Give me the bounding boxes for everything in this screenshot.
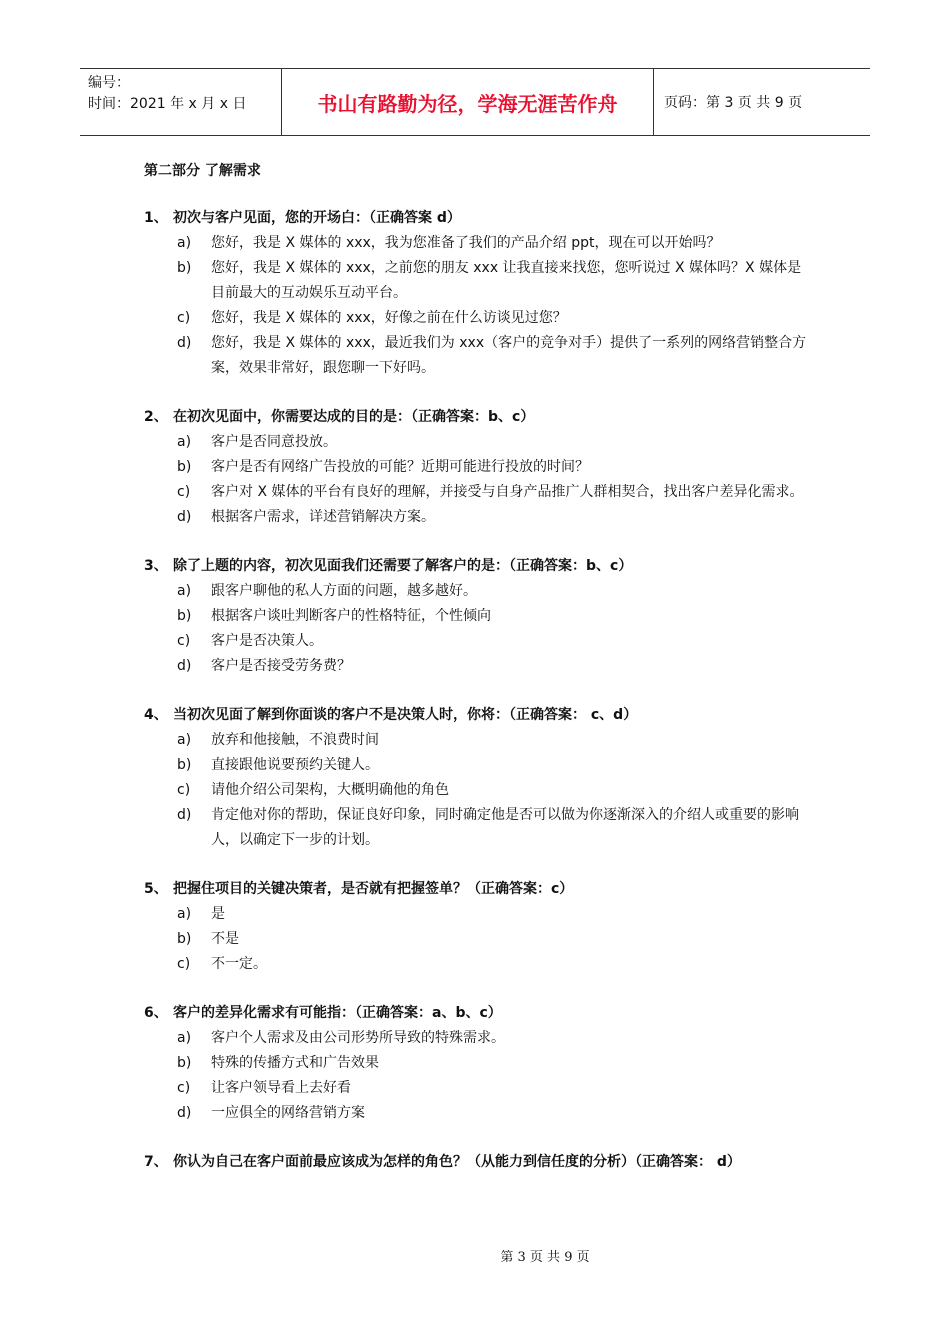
answer-option [144, 803, 814, 853]
question-line [144, 703, 814, 728]
option-label: d) [177, 1105, 192, 1121]
question-item [144, 1001, 814, 1126]
answer-option [144, 306, 814, 331]
question-number: 7、 [144, 1154, 168, 1170]
option-label: b) [177, 1055, 192, 1071]
header-page-number: 页码：第 3 页 共 9 页 [664, 95, 803, 111]
question-text: 把握住项目的关键决策者，是否就有把握签单？（正确答案：c） [173, 881, 574, 897]
document-body [144, 158, 814, 1199]
question-list [144, 206, 814, 1175]
option-label: a) [177, 583, 192, 599]
answer-option [144, 1051, 814, 1076]
answer-option [144, 231, 814, 256]
option-label: b) [177, 757, 192, 773]
question-text: 初次与客户见面，您的开场白：（正确答案 d） [173, 210, 461, 226]
option-label: b) [177, 459, 192, 475]
option-text: 客户是否有网络广告投放的可能？近期可能进行投放的时间？ [211, 459, 589, 475]
option-label: c) [177, 956, 191, 972]
option-text: 直接跟他说要预约关键人。 [211, 757, 379, 773]
question-line [144, 1001, 814, 1026]
answer-option [144, 331, 814, 381]
answer-option [144, 505, 814, 530]
option-label: c) [177, 1080, 191, 1096]
option-label: a) [177, 434, 192, 450]
option-label: b) [177, 931, 192, 947]
option-label: b) [177, 608, 192, 624]
answer-option [144, 654, 814, 679]
option-text: 您好，我是 X 媒体的 xxx，好像之前在什么访谈见过您？ [211, 310, 567, 326]
question-item [144, 1150, 814, 1175]
option-text: 客户对 X 媒体的平台有良好的理解，并接受与自身产品推广人群相契合，找出客户差异化需求。 [211, 484, 804, 500]
option-label: c) [177, 782, 191, 798]
document-number-label: 编号： [88, 75, 130, 91]
option-text: 是 [211, 906, 225, 922]
option-text: 客户是否同意投放。 [211, 434, 337, 450]
question-text: 你认为自己在客户面前最应该成为怎样的角色？（从能力到信任度的分析）（正确答案： d） [173, 1154, 741, 1170]
question-number: 4、 [144, 707, 168, 723]
answer-option [144, 927, 814, 952]
option-text: 您好，我是 X 媒体的 xxx，最近我们为 xxx（客户的竞争对手）提供了一系列的网络营销整合方案，效果非常好，跟您聊一下好吗。 [211, 335, 807, 376]
question-text: 除了上题的内容，初次见面我们还需要了解客户的是：（正确答案：b、c） [173, 558, 633, 574]
question-text: 在初次见面中，你需要达成的目的是：（正确答案：b、c） [173, 409, 535, 425]
option-text: 肯定他对你的帮助，保证良好印象，同时确定他是否可以做为你逐渐深入的介绍人或重要的影响人，以确定下一步的计划。 [211, 807, 799, 848]
option-text: 根据客户谈吐判断客户的性格特征，个性倾向 [211, 608, 491, 624]
question-item [144, 877, 814, 977]
option-text: 让客户领导看上去好看 [211, 1080, 351, 1096]
option-label: a) [177, 235, 192, 251]
question-line [144, 405, 814, 430]
answer-option [144, 778, 814, 803]
answer-option [144, 604, 814, 629]
answer-option [144, 256, 814, 306]
question-item [144, 206, 814, 381]
option-text: 不一定。 [211, 956, 267, 972]
option-text: 特殊的传播方式和广告效果 [211, 1055, 379, 1071]
question-line [144, 206, 814, 231]
answer-option [144, 902, 814, 927]
question-number: 2、 [144, 409, 168, 425]
option-text: 根据客户需求，详述营销解决方案。 [211, 509, 435, 525]
answer-option [144, 1101, 814, 1126]
option-text: 客户是否接受劳务费？ [211, 658, 351, 674]
answer-option [144, 579, 814, 604]
option-text: 一应俱全的网络营销方案 [211, 1105, 365, 1121]
question-number: 1、 [144, 210, 168, 226]
option-label: c) [177, 633, 191, 649]
option-label: a) [177, 1030, 192, 1046]
question-line [144, 554, 814, 579]
question-line [144, 877, 814, 902]
option-text: 跟客户聊他的私人方面的问题，越多越好。 [211, 583, 477, 599]
question-item [144, 703, 814, 853]
answer-option [144, 480, 814, 505]
question-item [144, 405, 814, 530]
question-text: 当初次见面了解到你面谈的客户不是决策人时，你将：（正确答案： c、d） [173, 707, 638, 723]
option-label: a) [177, 906, 192, 922]
question-number: 6、 [144, 1005, 168, 1021]
answer-option [144, 728, 814, 753]
question-line [144, 1150, 814, 1175]
answer-option [144, 1076, 814, 1101]
page-footer: 第 3 页 共 9 页 [500, 1250, 590, 1265]
option-text: 客户个人需求及由公司形势所导致的特殊需求。 [211, 1030, 505, 1046]
question-number: 5、 [144, 881, 168, 897]
page-header [80, 68, 870, 136]
header-meta [80, 69, 281, 135]
option-text: 您好，我是 X 媒体的 xxx，之前您的朋友 xxx 让我直接来找您，您听说过 X 媒体吗？X 媒体是目前最大的互动娱乐互动平台。 [211, 260, 802, 301]
answer-option [144, 629, 814, 654]
option-text: 请他介绍公司架构，大概明确他的角色 [211, 782, 449, 798]
document-date: 时间：2021 年 x 月 x 日 [88, 96, 247, 112]
answer-option [144, 1026, 814, 1051]
option-text: 客户是否决策人。 [211, 633, 323, 649]
header-motto: 书山有路勤为径，学海无涯苦作舟 [281, 69, 654, 135]
option-label: d) [177, 335, 192, 351]
question-item [144, 554, 814, 679]
answer-option [144, 753, 814, 778]
answer-option [144, 952, 814, 977]
option-label: a) [177, 732, 192, 748]
option-label: d) [177, 658, 192, 674]
question-text: 客户的差异化需求有可能指：（正确答案：a、b、c） [173, 1005, 502, 1021]
question-number: 3、 [144, 558, 168, 574]
option-label: b) [177, 260, 192, 276]
option-label: d) [177, 509, 192, 525]
option-label: d) [177, 807, 192, 823]
answer-option [144, 455, 814, 480]
option-text: 不是 [211, 931, 239, 947]
option-text: 您好，我是 X 媒体的 xxx，我为您准备了我们的产品介绍 ppt，现在可以开始吗？ [211, 235, 721, 251]
section-title: 第二部分 了解需求 [144, 163, 261, 179]
option-label: c) [177, 484, 191, 500]
option-label: c) [177, 310, 191, 326]
option-text: 放弃和他接触，不浪费时间 [211, 732, 379, 748]
answer-option [144, 430, 814, 455]
